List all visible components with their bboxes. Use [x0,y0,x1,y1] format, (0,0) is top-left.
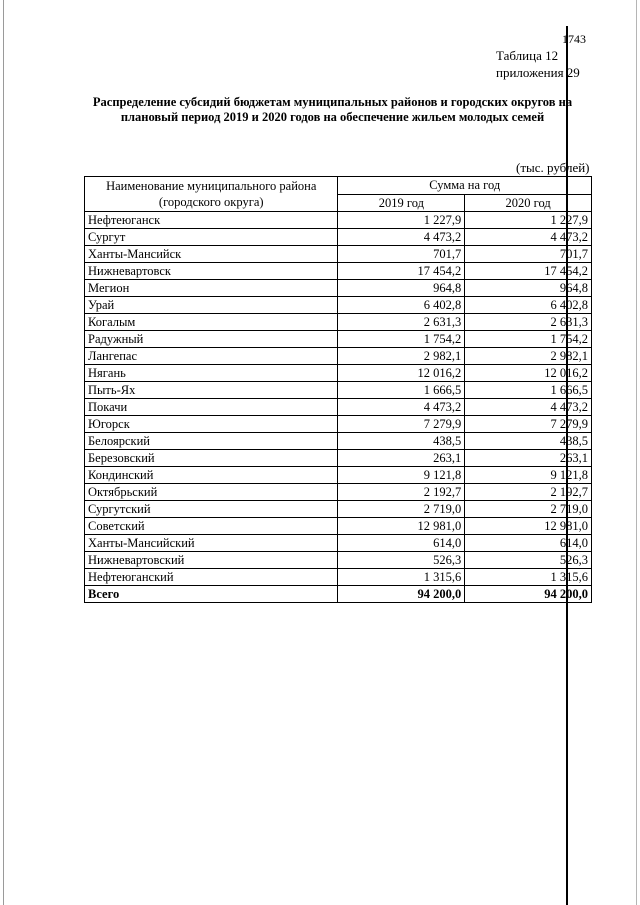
amount-2020-cell: 701,7 [465,246,592,263]
subsidy-table [84,176,592,603]
municipality-cell: Когалым [85,314,338,331]
header-municipality-line1: Наименование муниципального района [106,179,317,193]
appendix-label: приложения 29 [496,65,580,80]
amount-2020-cell: 1 666,5 [465,382,592,399]
table-row [85,416,592,433]
amount-2020-cell: 614,0 [465,535,592,552]
municipality-cell: Нягань [85,365,338,382]
header-municipality [85,177,338,212]
document-title: Распределение субсидий бюджетам муниципальных районов и городских округов на плановый период 2019 и 2020 годов на обеспечение жильем молодых семей [92,95,573,124]
table-row [85,433,592,450]
amount-2019-cell: 94 200,0 [338,586,465,603]
amount-2019-cell: 4 473,2 [338,229,465,246]
table-row [85,365,592,382]
municipality-cell: Нижневартовский [85,552,338,569]
amount-2020-cell: 17 454,2 [465,263,592,280]
amount-2019-cell: 9 121,8 [338,467,465,484]
table-row [85,569,592,586]
municipality-cell: Белоярский [85,433,338,450]
table-row [85,263,592,280]
amount-2019-cell: 263,1 [338,450,465,467]
amount-2019-cell: 964,8 [338,280,465,297]
amount-2020-cell: 12 981,0 [465,518,592,535]
amount-2020-cell: 1 315,6 [465,569,592,586]
amount-2019-cell: 12 981,0 [338,518,465,535]
municipality-cell: Мегион [85,280,338,297]
table-row [85,535,592,552]
amount-2020-cell: 4 473,2 [465,229,592,246]
table-row [85,297,592,314]
table-row [85,399,592,416]
municipality-cell: Советский [85,518,338,535]
table-row [85,450,592,467]
scan-edge-right [636,0,637,905]
table-row [85,484,592,501]
municipality-cell: Всего [85,586,338,603]
table-row [85,552,592,569]
municipality-cell: Югорск [85,416,338,433]
amount-2019-cell: 438,5 [338,433,465,450]
table-row [85,501,592,518]
amount-2019-cell: 2 631,3 [338,314,465,331]
header-year-2020: 2020 год [465,194,592,212]
amount-2019-cell: 7 279,9 [338,416,465,433]
amount-2020-cell: 94 200,0 [465,586,592,603]
table-row [85,246,592,263]
amount-2019-cell: 1 227,9 [338,212,465,229]
municipality-cell: Нефтеюганск [85,212,338,229]
units-note: (тыс. рублей) [516,160,590,175]
amount-2019-cell: 701,7 [338,246,465,263]
amount-2020-cell: 2 631,3 [465,314,592,331]
amount-2020-cell: 2 192,7 [465,484,592,501]
total-row [85,586,592,603]
amount-2020-cell: 1 227,9 [465,212,592,229]
amount-2019-cell: 2 982,1 [338,348,465,365]
amount-2019-cell: 614,0 [338,535,465,552]
municipality-cell: Нефтеюганский [85,569,338,586]
amount-2020-cell: 964,8 [465,280,592,297]
amount-2020-cell: 7 279,9 [465,416,592,433]
amount-2020-cell: 263,1 [465,450,592,467]
amount-2019-cell: 526,3 [338,552,465,569]
municipality-cell: Радужный [85,331,338,348]
amount-2019-cell: 1 666,5 [338,382,465,399]
municipality-cell: Октябрьский [85,484,338,501]
page-number: 1743 [562,32,586,46]
table-row [85,280,592,297]
amount-2020-cell: 4 473,2 [465,399,592,416]
amount-2019-cell: 1 754,2 [338,331,465,348]
amount-2019-cell: 2 192,7 [338,484,465,501]
table-row [85,518,592,535]
table-row [85,212,592,229]
amount-2020-cell: 2 719,0 [465,501,592,518]
municipality-cell: Пыть-Ях [85,382,338,399]
header-sum-per-year: Сумма на год [338,177,592,195]
amount-2020-cell: 2 982,1 [465,348,592,365]
municipality-cell: Ханты-Мансийский [85,535,338,552]
amount-2019-cell: 6 402,8 [338,297,465,314]
header-year-2019: 2019 год [338,194,465,212]
table-row [85,229,592,246]
amount-2020-cell: 9 121,8 [465,467,592,484]
amount-2020-cell: 438,5 [465,433,592,450]
amount-2019-cell: 2 719,0 [338,501,465,518]
table-header-row [85,177,592,195]
table-label: Таблица 12 [496,48,559,63]
municipality-cell: Урай [85,297,338,314]
municipality-cell: Нижневартовск [85,263,338,280]
amount-2019-cell: 12 016,2 [338,365,465,382]
amount-2020-cell: 1 754,2 [465,331,592,348]
table-row [85,467,592,484]
amount-2020-cell: 526,3 [465,552,592,569]
table-row [85,314,592,331]
municipality-cell: Сургутский [85,501,338,518]
table-row [85,348,592,365]
table-caption [496,47,580,81]
amount-2019-cell: 17 454,2 [338,263,465,280]
table-body [85,212,592,603]
municipality-cell: Сургут [85,229,338,246]
municipality-cell: Ханты-Мансийск [85,246,338,263]
municipality-cell: Кондинский [85,467,338,484]
header-municipality-line2: (городского округа) [158,195,264,209]
municipality-cell: Лангепас [85,348,338,365]
municipality-cell: Березовский [85,450,338,467]
amount-2020-cell: 6 402,8 [465,297,592,314]
scan-edge-left [3,0,4,905]
amount-2019-cell: 1 315,6 [338,569,465,586]
municipality-cell: Покачи [85,399,338,416]
table-row [85,382,592,399]
amount-2020-cell: 12 016,2 [465,365,592,382]
table-row [85,331,592,348]
amount-2019-cell: 4 473,2 [338,399,465,416]
